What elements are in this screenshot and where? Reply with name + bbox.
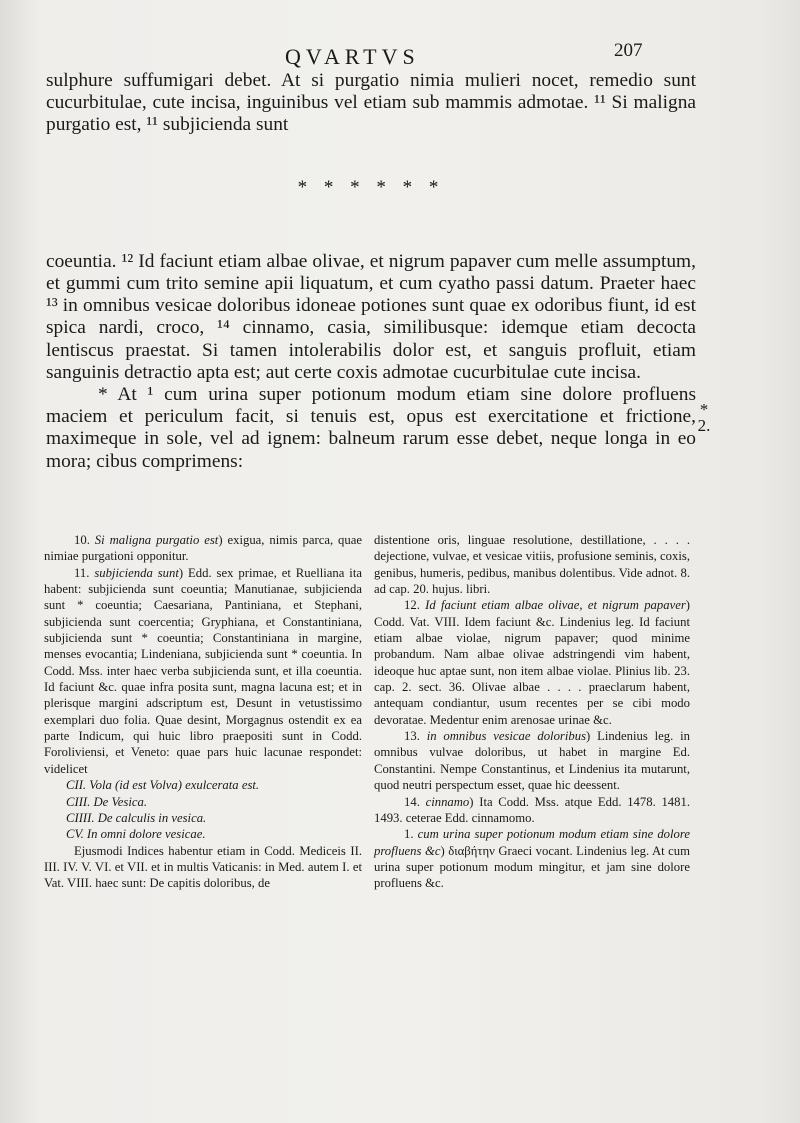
footnote-text: ) Lindenius leg. in omnibus vulvae doloribus, ut habet in margine Ed. Constantini. Nempe Constantinus, et Lindenius ita mutarunt, quod neutri perspectum esset, quae hic deessent. <box>374 729 690 793</box>
footnote-10 <box>44 532 362 565</box>
page-header <box>0 40 800 70</box>
footnote-number: 14. <box>404 794 420 809</box>
footnote-number: 11. <box>74 565 90 580</box>
main-text <box>46 70 696 473</box>
index-entry: CIIII. De calculis in vesica. <box>66 810 207 825</box>
footnotes-left-column <box>44 532 362 892</box>
page-number: 207 <box>614 40 643 61</box>
footnote-lemma: in omnibus vesicae doloribus <box>426 729 587 744</box>
footnote-text: ) Edd. sex primae, et Ruelliana ita habent: subjicienda sunt coeuntia; Manutianae, subjicienda sunt * coeuntia; Caesariana, Pantiniana, et Stephani, subjicienda sunt coercentia; Gryphiana, et Constantiniana, subjicienda sunt * coeuntia; Constantiniana in margine, menses evocantia; Lindeniana, subjicienda sunt * coeuntia. In Codd. Mss. inter haec verba subjicienda sunt, et illa coeuntia. Id faciunt &c. quae infra posita sunt, magna lacuna est; et in plerisque margini adscriptum est, Desunt in vetustissimo exemplari duo folia. Quae desint, Morgagnus ostendit ex ea parte Indicum, qui huic libro praepositi sunt in Codd. Foroliviensi, et Veneto: quae pars huic lacunae respondet: videlicet <box>44 565 362 776</box>
main-paragraph-1: sulphure suffumigari debet. At si purgatio nimia mulieri nocet, remedio sunt cucurbitulae, cute incisa, inguinibus vel etiam sub mammis admotae. ¹¹ Si maligna purgatio est, ¹¹ subjicienda sunt <box>46 70 696 136</box>
footnote-text: ) exigua, nimis parca, quae nimiae purgationi opponitur. <box>44 533 362 564</box>
footnote-number: 10. <box>74 533 90 547</box>
footnote-lemma: cum urina super potionum modum etiam sine dolore profluens &c <box>374 827 690 858</box>
footnote-11 <box>44 565 362 777</box>
margin-section-number: 2. <box>697 416 711 435</box>
footnote-continuation: distentione oris, linguae resolutione, destillatione, . . . . dejectione, vulvae, et vesicae vitiis, profusione seminis, coxis, genibus, humeris, pedibus, manibus dolentibus. Vide adnot. 8. ad cap. 20. hujus. libri. <box>374 533 690 597</box>
main-paragraph-2: coeuntia. ¹² Id faciunt etiam albae olivae, et nigrum papaver cum melle assumptum, et gummi cum trito semine apii liquatum, et cum cyatho passi datum. Praeter haec ¹³ in omnibus vesicae doloribus idoneae potiones sunt quae ex odoribus fiunt, id est spica nardi, croco, ¹⁴ cinnamo, casia, similibusque: idemque etiam decocta lentiscus praestat. Si tamen intolerabilis dolor est, et sanguis profluit, etiam sanguinis detractio apta est; aut certe coxis admotae cucurbitulae cute incisa. <box>46 250 696 383</box>
footnote-text: ) Codd. Vat. VIII. Idem faciunt &c. Lindenius leg. Id faciunt etiam albae violae, nigrum papaver; quod minime probandum. Nam albae olivae adstringendi vim habent, ideoque huc aptae sunt, non item albae violae. Plinius lib. 23. cap. 2. sect. 36. Olivae albae . . . . praeclarum habent, antequam condiantur, usum recentes per se cibi modo devoratae. Medentur enim arenosae urinae &c. <box>374 598 691 727</box>
margin-section-marker <box>694 402 714 434</box>
index-entry: CII. Vola (id est Volva) exulcerata est. <box>66 778 260 793</box>
footnote-lemma: Si maligna purgatio est <box>94 533 219 547</box>
index-entry: CV. In omni dolore vesicae. <box>66 827 206 842</box>
main-paragraph-3: * At ¹ cum urina super potionum modum etiam sine dolore profluens maciem et periculum facit, si tenuis est, opus est exercitatione et frictione, maximeque in sole, vel ad ignem: balneum rarum esse debet, neque longa in eo mora; cibus comprimens: <box>46 384 696 472</box>
footnote-number: 1. <box>404 827 414 842</box>
footnote-number: 13. <box>404 729 420 744</box>
footnote-text: ) διαβήτην Graeci vocant. Lindenius leg. At cum urina super potionum modum mingitur, et jam sine dolore profluens &c. <box>374 843 690 891</box>
footnote-text: ) Ita Codd. Mss. atque Edd. 1478. 1481. 1493. ceterae Edd. cinnamomo. <box>374 794 691 825</box>
footnote-lemma: cinnamo <box>425 794 470 809</box>
footnote-lemma: Id faciunt etiam albae olivae, et nigrum papaver <box>425 598 686 613</box>
index-entry: CIII. De Vesica. <box>66 794 148 809</box>
lacuna-asterisks: * * * * * * <box>297 176 445 198</box>
footnote-14 <box>374 794 690 827</box>
footnote-13 <box>374 728 690 793</box>
footnotes-right-column <box>374 532 690 892</box>
footnote-1 <box>374 826 690 891</box>
footnote-11-continued: Ejusmodi Indices habentur etiam in Codd. Mediceis II. III. IV. V. VI. et VII. et in multis Vaticanis: in Med. autem I. et Vat. VIII. haec sunt: De capitis doloribus, de <box>44 843 362 891</box>
margin-star: * <box>699 400 709 419</box>
footnote-number: 12. <box>404 598 420 613</box>
running-head: QVARTVS <box>285 44 420 69</box>
footnote-12 <box>374 597 690 728</box>
footnote-lemma: subjicienda sunt <box>94 565 179 580</box>
